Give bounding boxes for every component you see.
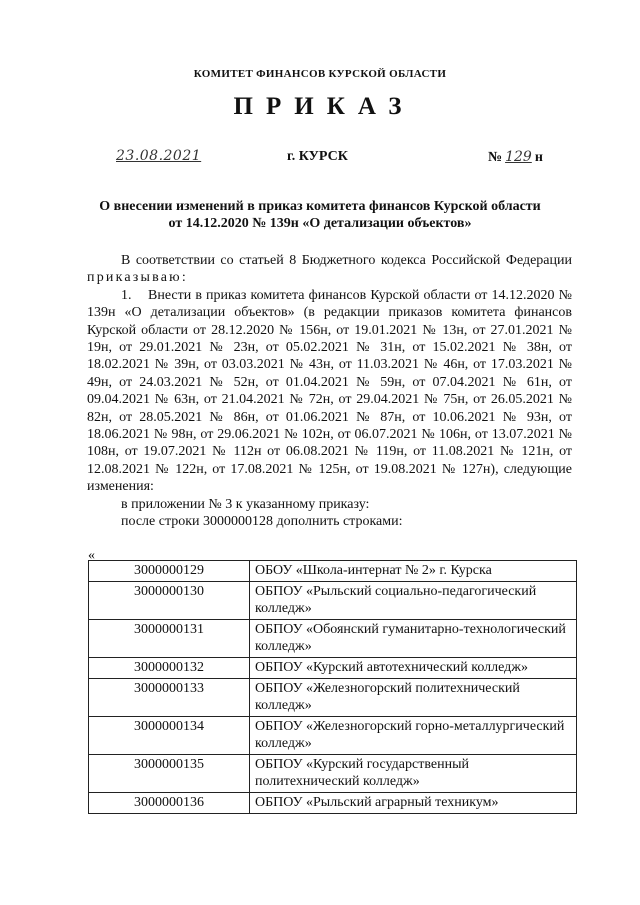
city-name: г. КУРСК — [287, 149, 348, 164]
order-subject — [60, 198, 580, 232]
committee-name: КОМИТЕТ ФИНАНСОВ КУРСКОЙ ОБЛАСТИ — [193, 68, 447, 80]
handwritten-number: 129 — [505, 149, 532, 165]
row-organization-name: ОБПОУ «Курский автотехнический колледж» — [250, 658, 577, 679]
table-row — [89, 620, 577, 658]
subject-line-2: от 14.12.2020 № 139н «О детализации объектов» — [168, 216, 472, 231]
preamble-order-word: приказываю: — [87, 270, 188, 286]
row-organization-name: ОБПОУ «Железногорский политехнический колледж» — [250, 679, 577, 717]
organizations-table — [88, 560, 577, 814]
date-line — [0, 148, 640, 170]
preamble-main: В соответствии со статьей 8 Бюджетного кодекса Российской Федерации — [121, 253, 572, 268]
row-organization-name: ОБОУ «Школа-интернат № 2» г. Курска — [250, 561, 577, 582]
row-organization-name: ОБПОУ «Обоянский гуманитарно-технологический колледж» — [250, 620, 577, 658]
row-organization-name: ОБПОУ «Рыльский социально-педагогический колледж» — [250, 582, 577, 620]
table-row — [89, 793, 577, 814]
row-code: 3000000130 — [89, 582, 250, 620]
row-organization-name: ОБПОУ «Рыльский аграрный техникум» — [250, 793, 577, 814]
row-code: 3000000131 — [89, 620, 250, 658]
appendix-line: в приложении № 3 к указанному приказу: — [121, 496, 370, 512]
number-suffix: н — [534, 150, 543, 165]
preamble — [87, 252, 572, 287]
row-organization-name: ОБПОУ «Железногорский горно-металлургический колледж» — [250, 717, 577, 755]
number-prefix: № — [488, 150, 503, 165]
table-row — [89, 679, 577, 717]
after-line: после строки 3000000128 дополнить строками: — [121, 514, 403, 530]
table-row — [89, 658, 577, 679]
row-code: 3000000135 — [89, 755, 250, 793]
table-row — [89, 755, 577, 793]
row-organization-name: ОБПОУ «Курский государственный политехнический колледж» — [250, 755, 577, 793]
row-code: 3000000133 — [89, 679, 250, 717]
document-type-title: ПРИКАЗ — [233, 93, 415, 120]
row-code: 3000000134 — [89, 717, 250, 755]
row-code: 3000000129 — [89, 561, 250, 582]
order-body — [87, 252, 572, 531]
table-row — [89, 561, 577, 582]
table-row — [89, 717, 577, 755]
order-number — [488, 149, 543, 166]
subject-line-1: О внесении изменений в приказ комитета финансов Курской области — [99, 199, 541, 214]
opening-quote: « — [88, 548, 95, 563]
row-code: 3000000132 — [89, 658, 250, 679]
row-code: 3000000136 — [89, 793, 250, 814]
table-row — [89, 582, 577, 620]
handwritten-date: 23.08.2021 — [116, 148, 202, 164]
item-1: 1. Внести в приказ комитета финансов Курской области от 14.12.2020 № 139н «О детализации объектов» (в редакции приказов комитета финансов Курской области от 28.12.2020 № 156н, от 19.01.2021 № 13н, от 27.01.2021 № 19н, от 29.01.2021 № 23н, от 05.02.2021 № 31н, от 15.02.2021 № 38н, от 18.02.2021 № 39н, от 03.03.2021 № 43н, от 11.03.2021 № 46н, от 17.03.2021 № 49н, от 24.03.2021 № 52н, от 01.04.2021 № 59н, от 07.04.2021 № 61н, от 09.04.2021 № 63н, от 21.04.2021 № 72н, от 29.04.2021 № 75н, от 26.05.2021 № 82н, от 28.05.2021 № 86н, от 01.06.2021 № 87н, от 10.06.2021 № 93н, от 18.06.2021 № 98н, от 29.06.2021 № 102н, от 06.07.2021 № 106н, от 13.07.2021 № 108н, от 19.07.2021 № 112н от 06.08.2021 № 119н, от 11.08.2021 № 121н, от 12.08.2021 № 122н, от 17.08.2021 № 125н, от 19.08.2021 № 127н), следующие изменения: — [87, 287, 572, 495]
